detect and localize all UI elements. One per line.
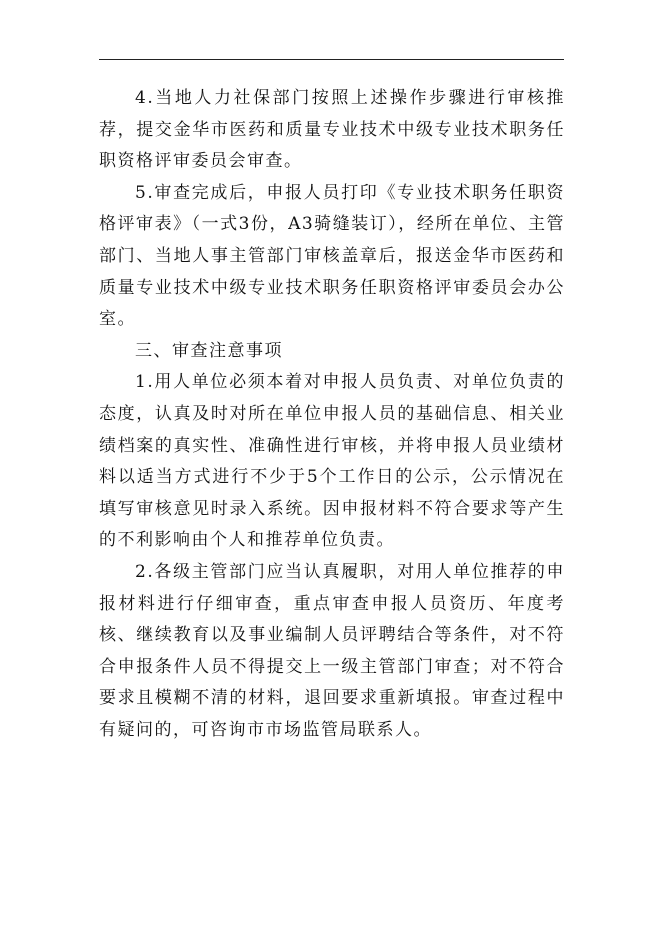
section-heading: 三、审查注意事项 [135, 340, 283, 361]
document-body [99, 83, 565, 746]
paragraph-step-4: 4.当地人力社保部门按照上述操作步骤进行审核推荐，提交金华市医药和质量专业技术中级专业技术职务任职资格评审委员会审查。 [99, 88, 565, 172]
note-1: 1.用人单位必须本着对申报人员负责、对单位负责的态度，认真及时对所在单位申报人员的基础信息、相关业绩档案的真实性、准确性进行审核，并将申报人员业绩材料以适当方式进行不少于5个工作日的公示，公示情况在填写审核意见时录入系统。因申报材料不符合要求等产生的不利影响由个人和推荐单位负责。 [99, 372, 565, 551]
paragraph-step-5: 5.审查完成后，申报人员打印《专业技术职务任职资格评审表》（一式3份，A3骑缝装订），经所在单位、主管部门、当地人事主管部门审核盖章后，报送金华市医药和质量专业技术中级专业技术职务任职资格评审委员会办公室。 [99, 182, 565, 330]
note-2: 2.各级主管部门应当认真履职，对用人单位推荐的申报材料进行仔细审查，重点审查申报人员资历、年度考核、继续教育以及事业编制人员评聘结合等条件，对不符合申报条件人员不得提交上一级主管部门审查；对不符合要求且模糊不清的材料，退回要求重新填报。审查过程中有疑问的，可咨询市市场监管局联系人。 [99, 561, 565, 740]
header-rule [99, 59, 564, 60]
